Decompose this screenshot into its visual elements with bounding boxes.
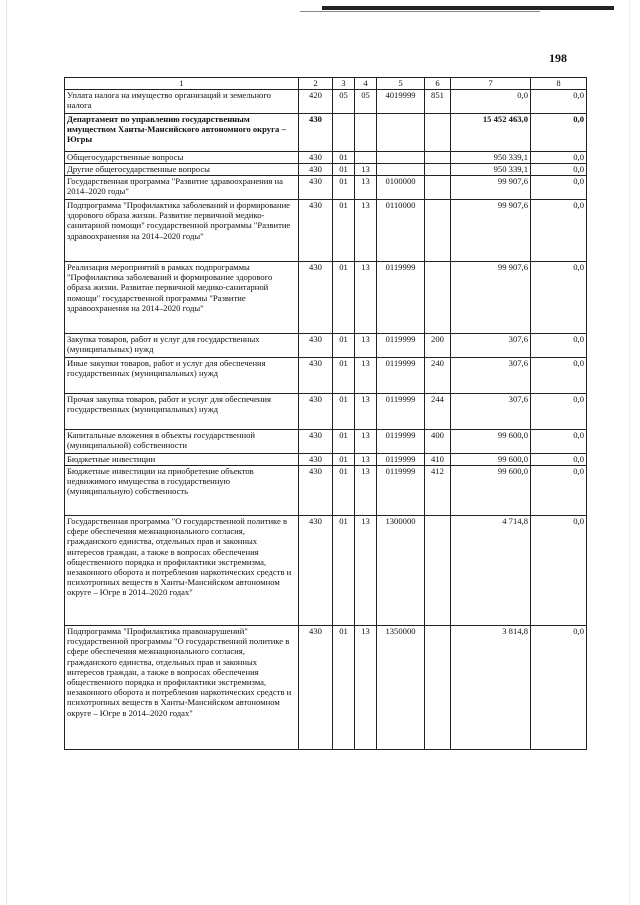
amount-cell-2: 0,0 [531,626,587,750]
expense-type-cell [425,200,451,262]
expense-type-cell: 400 [425,430,451,454]
section-cell: 01 [333,164,355,176]
expense-type-cell [425,114,451,152]
amount-cell: 99 600,0 [451,454,531,466]
amount-cell-2: 0,0 [531,200,587,262]
subsection-cell: 13 [355,454,377,466]
header-row [65,78,587,90]
subsection-cell [355,114,377,152]
row-name-cell: Закупка товаров, работ и услуг для государственных (муниципальных) нужд [65,334,299,358]
target-article-cell: 0119999 [377,358,425,394]
table-row [65,114,587,152]
amount-cell: 99 907,6 [451,262,531,334]
scan-edge-left [6,0,7,905]
amount-cell: 15 452 463,0 [451,114,531,152]
target-article-cell: 0119999 [377,430,425,454]
code-cell: 430 [299,454,333,466]
code-cell: 430 [299,152,333,164]
table-row [65,262,587,334]
table-row [65,466,587,516]
amount-cell-2: 0,0 [531,114,587,152]
header-cell: 2 [299,78,333,90]
amount-cell: 99 907,6 [451,200,531,262]
amount-cell: 307,6 [451,334,531,358]
budget-table-container [64,77,586,750]
amount-cell: 3 814,8 [451,626,531,750]
subsection-cell: 13 [355,626,377,750]
expense-type-cell: 240 [425,358,451,394]
section-cell: 01 [333,516,355,626]
target-article-cell: 1350000 [377,626,425,750]
amount-cell-2: 0,0 [531,90,587,114]
expense-type-cell [425,626,451,750]
code-cell: 430 [299,200,333,262]
amount-cell-2: 0,0 [531,516,587,626]
target-article-cell: 0110000 [377,200,425,262]
amount-cell: 99 600,0 [451,430,531,454]
expense-type-cell: 200 [425,334,451,358]
target-article-cell: 4019999 [377,90,425,114]
header-cell: 5 [377,78,425,90]
expense-type-cell [425,262,451,334]
section-cell: 01 [333,430,355,454]
section-cell: 01 [333,466,355,516]
header-cell: 8 [531,78,587,90]
code-cell: 420 [299,90,333,114]
row-name-cell: Бюджетные инвестиции [65,454,299,466]
expense-type-cell: 851 [425,90,451,114]
target-article-cell: 0119999 [377,466,425,516]
header-cell: 1 [65,78,299,90]
table-row [65,164,587,176]
row-name-cell: Другие общегосударственные вопросы [65,164,299,176]
target-article-cell: 0100000 [377,176,425,200]
section-cell: 01 [333,454,355,466]
amount-cell-2: 0,0 [531,334,587,358]
amount-cell: 4 714,8 [451,516,531,626]
row-name-cell: Подпрограмма "Профилактика заболеваний и формирование здорового образа жизни. Развитие первичной медико-санитарной помощи" государственной программы "Развитие здравоохранения на 2014–2020 годы" [65,200,299,262]
row-name-cell: Государственная программа "Развитие здравоохранения на 2014–2020 годы" [65,176,299,200]
table-row [65,516,587,626]
top-rule [322,6,614,10]
code-cell: 430 [299,358,333,394]
expense-type-cell: 244 [425,394,451,430]
subsection-cell: 13 [355,358,377,394]
row-name-cell: Реализация мероприятий в рамках подпрограммы "Профилактика заболеваний и формирование здорового образа жизни. Развитие первичной медико-санитарной помощи" государственной программы "Развитие здравоохранения на 2014–2020 годы" [65,262,299,334]
code-cell: 430 [299,516,333,626]
code-cell: 430 [299,430,333,454]
expense-type-cell [425,516,451,626]
section-cell: 01 [333,176,355,200]
target-article-cell: 0119999 [377,334,425,358]
row-name-cell: Прочая закупка товаров, работ и услуг для обеспечения государственных (муниципальных) нужд [65,394,299,430]
amount-cell-2: 0,0 [531,176,587,200]
row-name-cell: Государственная программа "О государственной политике в сфере обеспечения межнационального согласия, гражданского единства, отдельных прав и законных интересов граждан, а также в вопросах обеспечения общественного порядка и профилактики экстремизма, незаконного оборота и потребления наркотических средств и психотропных веществ в Ханты-Мансийском автономном округе – Югре в 2014–2020 годах" [65,516,299,626]
row-name-cell: Департамент по управлению государственным имуществом Ханты-Мансийского автономного округа – Югры [65,114,299,152]
subsection-cell: 13 [355,262,377,334]
section-cell: 01 [333,358,355,394]
code-cell: 430 [299,164,333,176]
subsection-cell: 05 [355,90,377,114]
expense-type-cell [425,176,451,200]
table-row [65,176,587,200]
target-article-cell: 0119999 [377,454,425,466]
scan-edge-right [629,0,630,905]
section-cell [333,114,355,152]
table-row [65,454,587,466]
row-name-cell: Подпрограмма "Профилактика правонарушений" государственной программы "О государственной политике в сфере обеспечения межнационального согласия, гражданского единства, отдельных прав и законных интересов граждан, а также в вопросах обеспечения общественного порядка и профилактики экстремизма, незаконного оборота и потребления наркотических средств и психотропных веществ в Ханты-Мансийском автономном округе – Югре в 2014–2020 годах" [65,626,299,750]
subsection-cell: 13 [355,164,377,176]
target-article-cell [377,114,425,152]
section-cell: 01 [333,626,355,750]
amount-cell: 950 339,1 [451,164,531,176]
section-cell: 01 [333,334,355,358]
target-article-cell: 0119999 [377,262,425,334]
header-cell: 7 [451,78,531,90]
table-row [65,90,587,114]
code-cell: 430 [299,334,333,358]
subsection-cell: 13 [355,334,377,358]
subsection-cell: 13 [355,430,377,454]
table-row [65,430,587,454]
target-article-cell [377,152,425,164]
row-name-cell: Бюджетные инвестиции на приобретение объектов недвижимого имущества в государственную (муниципальную) собственность [65,466,299,516]
amount-cell-2: 0,0 [531,394,587,430]
amount-cell: 950 339,1 [451,152,531,164]
amount-cell-2: 0,0 [531,262,587,334]
amount-cell: 0,0 [451,90,531,114]
expense-type-cell: 412 [425,466,451,516]
expense-type-cell [425,164,451,176]
table-body [65,90,587,750]
code-cell: 430 [299,114,333,152]
table-row [65,200,587,262]
section-cell: 01 [333,200,355,262]
table-row [65,626,587,750]
section-cell: 01 [333,262,355,334]
amount-cell: 307,6 [451,358,531,394]
expense-type-cell [425,152,451,164]
code-cell: 430 [299,626,333,750]
row-name-cell: Иные закупки товаров, работ и услуг для обеспечения государственных (муниципальных) нужд [65,358,299,394]
budget-table [64,77,587,750]
amount-cell-2: 0,0 [531,358,587,394]
section-cell: 01 [333,394,355,430]
amount-cell-2: 0,0 [531,466,587,516]
amount-cell: 307,6 [451,394,531,430]
section-cell: 01 [333,152,355,164]
page-number: 198 [549,51,567,65]
code-cell: 430 [299,394,333,430]
amount-cell-2: 0,0 [531,152,587,164]
row-name-cell: Общегосударственные вопросы [65,152,299,164]
amount-cell: 99 600,0 [451,466,531,516]
subsection-cell: 13 [355,466,377,516]
table-row [65,358,587,394]
amount-cell-2: 0,0 [531,454,587,466]
subsection-cell: 13 [355,516,377,626]
code-cell: 430 [299,176,333,200]
table-row [65,334,587,358]
amount-cell-2: 0,0 [531,430,587,454]
table-row [65,152,587,164]
header-cell: 3 [333,78,355,90]
subsection-cell: 13 [355,394,377,430]
table-row [65,394,587,430]
target-article-cell: 1300000 [377,516,425,626]
expense-type-cell: 410 [425,454,451,466]
row-name-cell: Капитальные вложения в объекты государственной (муниципальной) собственности [65,430,299,454]
subsection-cell [355,152,377,164]
target-article-cell [377,164,425,176]
section-cell: 05 [333,90,355,114]
amount-cell: 99 907,6 [451,176,531,200]
header-cell: 6 [425,78,451,90]
amount-cell-2: 0,0 [531,164,587,176]
subsection-cell: 13 [355,200,377,262]
code-cell: 430 [299,262,333,334]
code-cell: 430 [299,466,333,516]
header-cell: 4 [355,78,377,90]
target-article-cell: 0119999 [377,394,425,430]
top-rule-thin [300,11,540,12]
subsection-cell: 13 [355,176,377,200]
row-name-cell: Уплата налога на имущество организаций и земельного налога [65,90,299,114]
